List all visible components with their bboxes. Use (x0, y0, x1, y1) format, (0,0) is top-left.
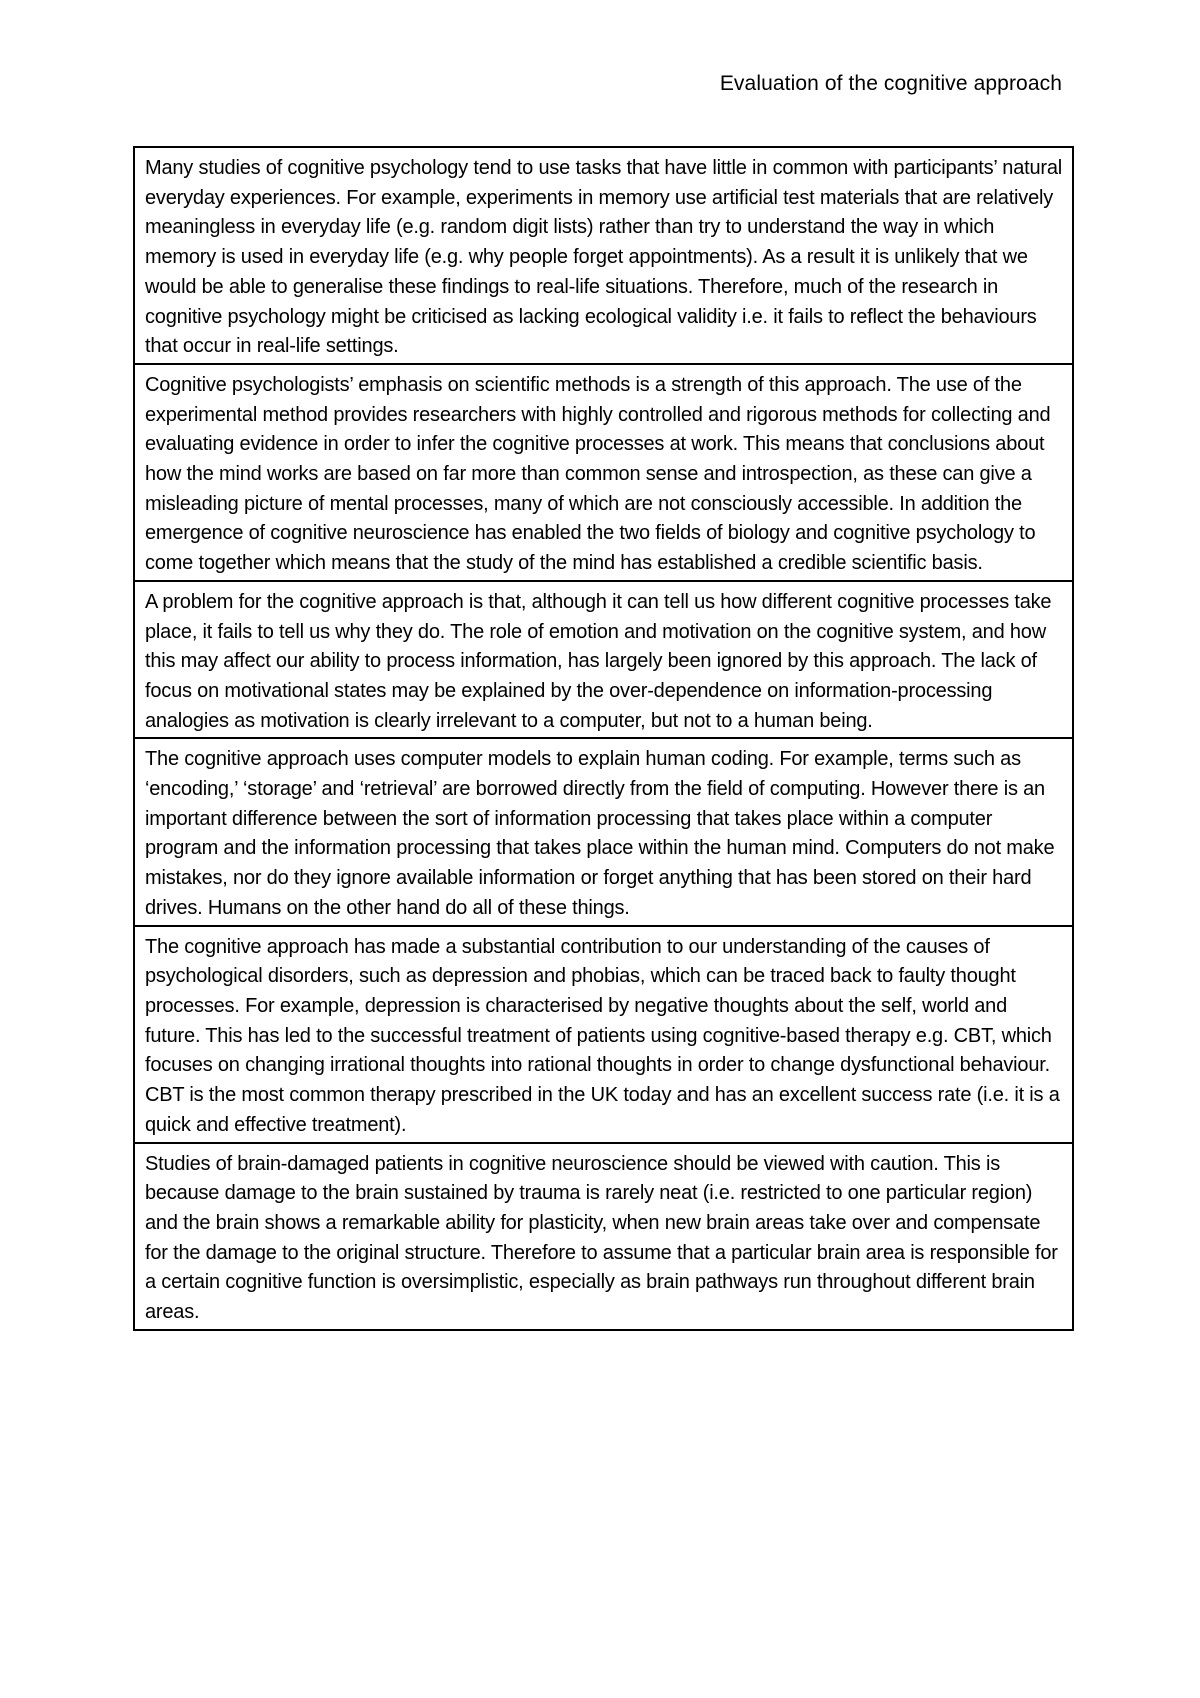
evaluation-row-scientific-methods: Cognitive psychologists’ emphasis on scientific methods is a strength of this approach. The use of the experimental method provides researchers with highly controlled and rigorous methods for collecting and evaluating evidence in order to infer the cognitive processes at work. This means that conclusions about how the mind works are based on far more than common sense and introspection, as these can give a misleading picture of mental processes, many of which are not consciously accessible. In addition the emergence of cognitive neuroscience has enabled the two fields of biology and cognitive psychology to come together which means that the study of the mind has established a credible scientific basis. (135, 363, 1072, 580)
evaluation-row-emotion-motivation: A problem for the cognitive approach is that, although it can tell us how different cognitive processes take place, it fails to tell us why they do. The role of emotion and motivation on the cognitive system, and how this may affect our ability to process information, has largely been ignored by this approach. The lack of focus on motivational states may be explained by the over-dependence on information-processing analogies as motivation is clearly irrelevant to a computer, but not to a human being. (135, 580, 1072, 738)
evaluation-row-brain-damaged-patients: Studies of brain-damaged patients in cognitive neuroscience should be viewed with caution. This is because damage to the brain sustained by trauma is rarely neat (i.e. restricted to one particular region) and the brain shows a remarkable ability for plasticity, when new brain areas take over and compensate for the damage to the original structure. Therefore to assume that a particular brain area is responsible for a certain cognitive function is oversimplistic, especially as brain pathways run throughout different brain areas. (135, 1142, 1072, 1329)
evaluation-row-ecological-validity: Many studies of cognitive psychology tend to use tasks that have little in common with participants’ natural everyday experiences. For example, experiments in memory use artificial test materials that are relatively meaningless in everyday life (e.g. random digit lists) rather than try to understand the way in which memory is used in everyday life (e.g. why people forget appointments). As a result it is unlikely that we would be able to generalise these findings to real-life situations. Therefore, much of the research in cognitive psychology might be criticised as lacking ecological validity i.e. it fails to reflect the behaviours that occur in real-life settings. (145, 157, 1063, 358)
page-header-title: Evaluation of the cognitive approach (719, 72, 1062, 95)
evaluation-row-computer-models: The cognitive approach uses computer models to explain human coding. For example, terms such as ‘encoding,’ ‘storage’ and ‘retrieval’ are borrowed directly from the field of computing. However there is an important difference between the sort of information processing that takes place within a computer program and the information processing that takes place within the human mind. Computers do not make mistakes, nor do they ignore available information or forget anything that has been stored on their hard drives. Humans on the other hand do all of these things. (135, 737, 1072, 924)
evaluation-table (133, 146, 1074, 1331)
evaluation-row-psychological-disorders: The cognitive approach has made a substantial contribution to our understanding of the causes of psychological disorders, such as depression and phobias, which can be traced back to faulty thought processes. For example, depression is characterised by negative thoughts about the self, world and future. This has led to the successful treatment of patients using cognitive-based therapy e.g. CBT, which focuses on changing irrational thoughts into rational thoughts in order to change dysfunctional behaviour. CBT is the most common therapy prescribed in the UK today and has an excellent success rate (i.e. it is a quick and effective treatment). (135, 925, 1072, 1142)
